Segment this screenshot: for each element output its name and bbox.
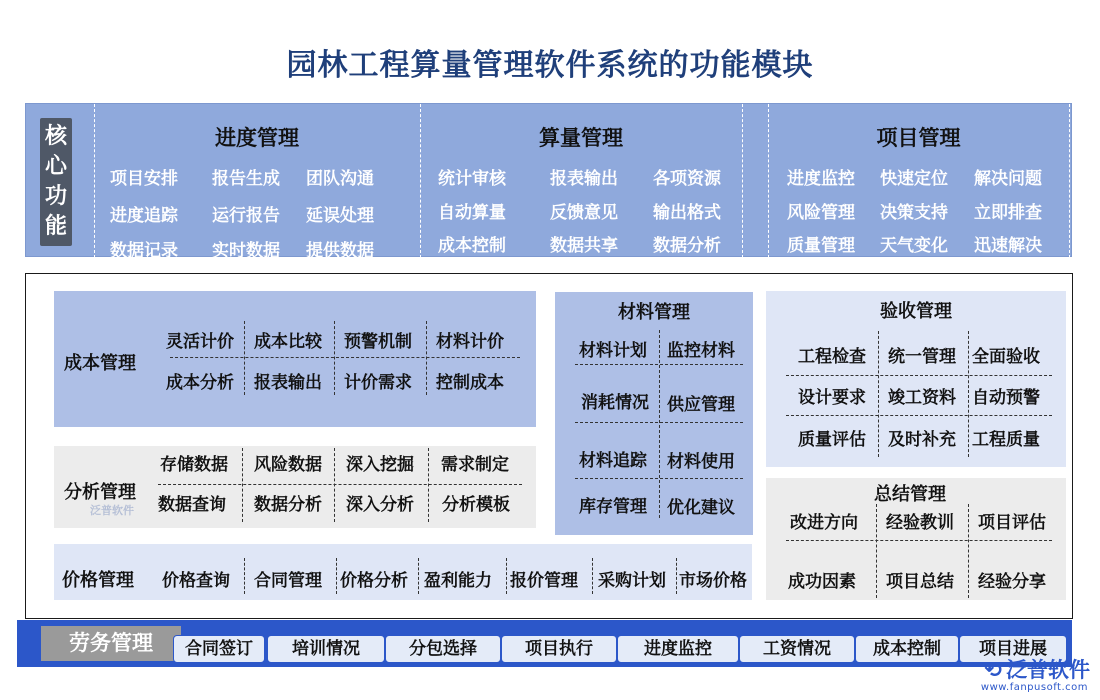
summary-management-title: 总结管理 <box>874 484 946 505</box>
acceptance-item: 全面验收 <box>972 347 1040 367</box>
core-item: 反馈意见 <box>550 203 618 223</box>
core-item: 快速定位 <box>880 169 948 189</box>
group-title: 进度管理 <box>215 126 299 150</box>
labor-item: 项目进展 <box>959 635 1067 663</box>
labor-item: 合同签订 <box>173 635 265 663</box>
cost-item: 材料计价 <box>436 332 504 352</box>
core-group-project <box>768 104 1069 258</box>
material-item: 消耗情况 <box>581 393 649 413</box>
fanpu-logo-icon: ⟲ <box>984 658 1002 682</box>
analysis-item: 数据查询 <box>158 495 226 515</box>
cost-item: 计价需求 <box>344 373 412 393</box>
logo-text: 泛普软件 <box>1006 658 1090 682</box>
labor-item: 项目执行 <box>501 635 617 663</box>
labor-item: 进度监控 <box>617 635 739 663</box>
price-item: 价格查询 <box>162 571 230 591</box>
core-item: 决策支持 <box>880 203 948 223</box>
core-item: 团队沟通 <box>306 169 374 189</box>
material-management-box <box>555 292 753 535</box>
core-functions-band <box>25 103 1072 261</box>
core-functions-label <box>40 118 72 246</box>
core-group-quantity <box>420 104 742 258</box>
price-item: 市场价格 <box>679 571 747 591</box>
analysis-item: 深入挖掘 <box>346 455 414 475</box>
summary-item: 经验教训 <box>886 513 954 533</box>
material-item: 供应管理 <box>667 395 735 415</box>
acceptance-item: 及时补充 <box>888 430 956 450</box>
labor-item: 成本控制 <box>855 635 959 663</box>
core-item: 天气变化 <box>880 236 948 256</box>
page-title: 园林工程算量管理软件系统的功能模块 <box>286 48 814 83</box>
core-item: 迅速解决 <box>974 236 1042 256</box>
core-item: 实时数据 <box>212 241 280 261</box>
core-item: 数据共享 <box>550 236 618 256</box>
acceptance-item: 质量评估 <box>798 430 866 450</box>
core-item: 进度追踪 <box>110 206 178 226</box>
acceptance-management-box <box>766 291 1066 467</box>
price-item: 盈利能力 <box>424 571 492 591</box>
analysis-item: 风险数据 <box>254 455 322 475</box>
material-item: 材料计划 <box>579 341 647 361</box>
watermark-logo: 泛普软件 <box>90 504 134 517</box>
core-item: 进度监控 <box>787 169 855 189</box>
labor-item: 培训情况 <box>267 635 385 663</box>
labor-item: 工资情况 <box>739 635 855 663</box>
material-item: 库存管理 <box>579 497 647 517</box>
cost-item: 报表输出 <box>254 373 322 393</box>
price-item: 价格分析 <box>340 571 408 591</box>
labor-item: 分包选择 <box>385 635 501 663</box>
core-item: 延误处理 <box>306 206 374 226</box>
acceptance-item: 自动预警 <box>972 388 1040 408</box>
cost-item: 成本比较 <box>254 332 322 352</box>
core-item: 数据分析 <box>653 236 721 256</box>
material-item: 优化建议 <box>667 498 735 518</box>
core-item: 输出格式 <box>653 203 721 223</box>
labor-management-bar <box>17 620 1072 667</box>
summary-item: 项目评估 <box>978 513 1046 533</box>
cost-item: 控制成本 <box>436 373 504 393</box>
acceptance-management-title: 验收管理 <box>880 301 952 322</box>
summary-item: 经验分享 <box>978 572 1046 592</box>
group-title: 算量管理 <box>539 126 623 150</box>
core-label-char: 功 <box>44 184 67 209</box>
analysis-item: 数据分析 <box>254 495 322 515</box>
summary-item: 成功因素 <box>788 572 856 592</box>
acceptance-item: 设计要求 <box>798 388 866 408</box>
core-item: 各项资源 <box>653 169 721 189</box>
labor-management-label: 劳务管理 <box>41 626 181 661</box>
core-item: 质量管理 <box>787 236 855 256</box>
cost-item: 预警机制 <box>344 332 412 352</box>
analysis-item: 需求制定 <box>441 455 509 475</box>
core-group-progress <box>94 104 420 261</box>
acceptance-item: 工程检查 <box>798 347 866 367</box>
core-item: 数据记录 <box>110 241 178 261</box>
core-label-char: 心 <box>44 154 67 179</box>
core-item: 风险管理 <box>787 203 855 223</box>
acceptance-item: 竣工资料 <box>888 388 956 408</box>
analysis-management-title: 分析管理 <box>64 482 136 503</box>
core-label-char: 核 <box>44 124 67 149</box>
core-item: 运行报告 <box>212 206 280 226</box>
core-item: 立即排查 <box>974 203 1042 223</box>
core-label-char: 能 <box>44 214 67 239</box>
acceptance-item: 统一管理 <box>888 347 956 367</box>
acceptance-item: 工程质量 <box>972 430 1040 450</box>
price-management-box <box>54 544 752 600</box>
core-item: 报表输出 <box>550 169 618 189</box>
analysis-item: 存储数据 <box>160 455 228 475</box>
summary-item: 改进方向 <box>790 513 858 533</box>
cost-item: 灵活计价 <box>166 332 234 352</box>
analysis-item: 深入分析 <box>346 495 414 515</box>
cost-management-title: 成本管理 <box>64 353 136 374</box>
core-item: 成本控制 <box>438 236 506 256</box>
core-item: 统计审核 <box>438 169 506 189</box>
price-item: 采购计划 <box>598 571 666 591</box>
fanpu-logo <box>984 654 1090 684</box>
summary-management-box <box>766 478 1066 600</box>
material-item: 监控材料 <box>667 341 735 361</box>
core-item: 解决问题 <box>974 169 1042 189</box>
core-item: 提供数据 <box>306 241 374 261</box>
material-item: 材料使用 <box>667 452 735 472</box>
cost-management-box <box>54 291 536 427</box>
core-item: 项目安排 <box>110 169 178 189</box>
core-item: 报告生成 <box>212 169 280 189</box>
price-item: 合同管理 <box>254 571 322 591</box>
logo-url: www.fanpusoft.com <box>980 682 1088 693</box>
price-item: 报价管理 <box>510 571 578 591</box>
summary-item: 项目总结 <box>886 572 954 592</box>
group-title: 项目管理 <box>876 126 961 150</box>
cost-item: 成本分析 <box>166 373 234 393</box>
analysis-item: 分析模板 <box>442 495 510 515</box>
material-item: 材料追踪 <box>579 451 647 471</box>
material-management-title: 材料管理 <box>618 302 690 323</box>
price-management-title: 价格管理 <box>62 570 134 591</box>
core-item: 自动算量 <box>438 203 506 223</box>
